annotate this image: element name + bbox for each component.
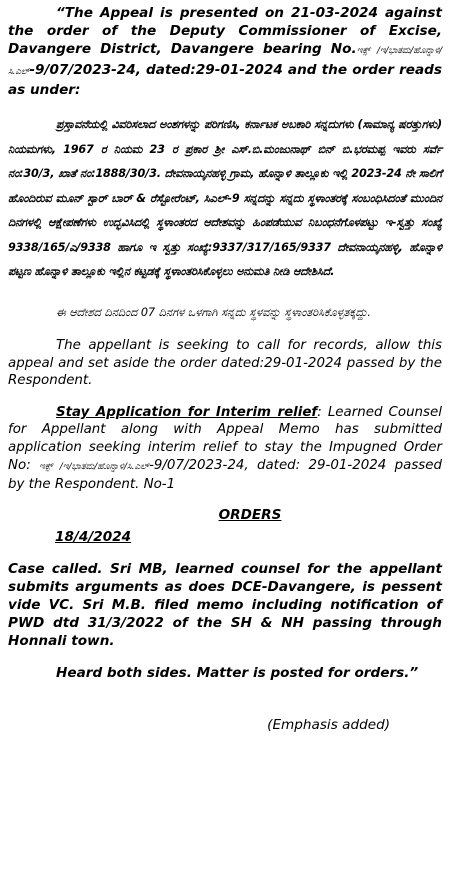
orders-heading: ORDERS — [218, 506, 282, 523]
case-called-paragraph: Case called. Sri MB, learned counsel for the appellant submits arguments as does DCE-Davangere, is pessent vide VC. Sri M.B. filed memo including notification of PWD dtd 31/3/2022 of the SH & NH passing through Honnali town. — [8, 560, 442, 649]
stay-application-paragraph — [8, 404, 442, 494]
appeal-intro-text: “The Appeal is presented on 21-03-2024 against the order of the Deputy Commissioner of Excise, Davangere District, Davangere bearing No. — [8, 5, 442, 58]
emphasis-note: (Emphasis added) — [267, 716, 390, 733]
kannada-instruction-paragraph: ಈ ಆದೇಶದ ದಿನದಿಂದ 07 ದಿನಗಳ ಒಳಗಾಗಿ ಸನ್ನದು ಸ್ಥಳವನ್ನು ಸ್ಥಳಾಂತರಿಸಿಕೊಳ್ಳತಕ್ಕದ್ದು. — [56, 305, 371, 319]
orders-date: 18/4/2024 — [55, 528, 132, 545]
impugned-order-number-kannada: ಇಕ್ಸ್ /ಇ/ಭಾತಮ/ಹೊನ್ನಾಳಿ/ಸಿ.ಎಲ್ — [39, 461, 150, 472]
appellant-request-paragraph: The appellant is seeking to call for records, allow this appeal and set aside the order dated:29-01-2024 passed by the Respondent. — [8, 338, 442, 389]
appeal-intro-paragraph — [8, 4, 442, 99]
appeal-intro-text-continued: -9/07/2023-24, dated:29-01-2024 and the order reads as under: — [8, 61, 442, 98]
order-number-kannada: ಇಕ್ಸ್ /ಇ/ಭಾತಮ/ಹೊನ್ನಾಳಿ/ಸಿ.ಎಲ್ — [8, 46, 442, 77]
stay-application-heading: Stay Application for Interim relief — [56, 404, 318, 420]
document-page — [8, 4, 442, 734]
heard-both-sides-paragraph: Heard both sides. Matter is posted for orders.” — [56, 664, 419, 681]
kannada-order-paragraph: ಪ್ರಸ್ತಾವನೆಯಲ್ಲಿ ವಿವರಿಸಲಾದ ಅಂಶಗಳನ್ನು ಪರಿಗಣಿಸಿ, ಕರ್ನಾಟಕ ಅಬಕಾರಿ ಸನ್ನದುಗಳು (ಸಾಮಾನ್ಯ ಷರತ್ತುಗಳು) ನಿಯಮಗಳು, 1967 ರ ನಿಯಮ 23 ರ ಪ್ರಕಾರ ಶ್ರೀ ಎಸ್.ಬಿ.ಮಂಜುನಾಥ್ ಬಿನ್ ಬಿ.ಭರಮಪ್ಪ ಇವರು ಸರ್ವೆ ನಂ:30/3, ಖಾತೆ ನಂ:1888/30/3. ದೇವನಾಯ್ಕನಹಳ್ಳಿ ಗ್ರಾಮ, ಹೊನ್ನಾಳಿ ತಾಲ್ಲೂಕು ಇಲ್ಲಿ 2023-24 ನೇ ಸಾಲಿಗೆ ಹೊಂದಿರುವ ಮೂನ್ ಸ್ಟಾರ್ ಬಾರ್ & ರೆಸ್ಟೋರೆಂಟ್, ಸಿಎಲ್-9 ಸನ್ನದನ್ನು ಸನ್ನದು ಸ್ಥಳಾಂತರಕ್ಕೆ ಸಂಬಂಧಿಸಿದಂತೆ ಮುಂದಿನ ದಿನಗಳಲ್ಲಿ ಆಕ್ಷೇಪಣೆಗಳು ಉದ್ಭವಿಸಿದಲ್ಲಿ ಸ್ಥಳಾಂತರದ ಆದೇಶವನ್ನು ಹಿಂಪಡೆಯುವ ನಿಬಂಧನೆಗೊಳಪಟ್ಟು ಇ-ಸ್ವತ್ತು ಸಂಖ್ಯೆ 9338/165/ಎ/9338 ಹಾಗೂ ಇ ಸ್ವತ್ತು ಸಂಖ್ಯೆ:9337/317/165/9337 ದೇವನಾಯ್ಕನಹಳ್ಳಿ, ಹೊನ್ನಾಳಿ ಪಟ್ಟಣ ಹೊನ್ನಾಳಿ ತಾಲ್ಲೂಕು ಇಲ್ಲಿನ ಕಟ್ಟಡಕ್ಕೆ ಸ್ಥಳಾಂತರಿಸಿಕೊಳ್ಳಲು ಅನುಮತಿ ನೀಡಿ ಆದೇಶಿಸಿದೆ. — [8, 118, 442, 279]
stay-application-text: : Learned Counsel for Appellant along with Appeal Memo has submitted application seeking interim relief to stay the Impugned Order No: — [8, 404, 442, 473]
stay-application-text-continued: -9/07/2023-24, dated: 29-01-2024 passed by the Respondent. No-1 — [8, 457, 443, 493]
